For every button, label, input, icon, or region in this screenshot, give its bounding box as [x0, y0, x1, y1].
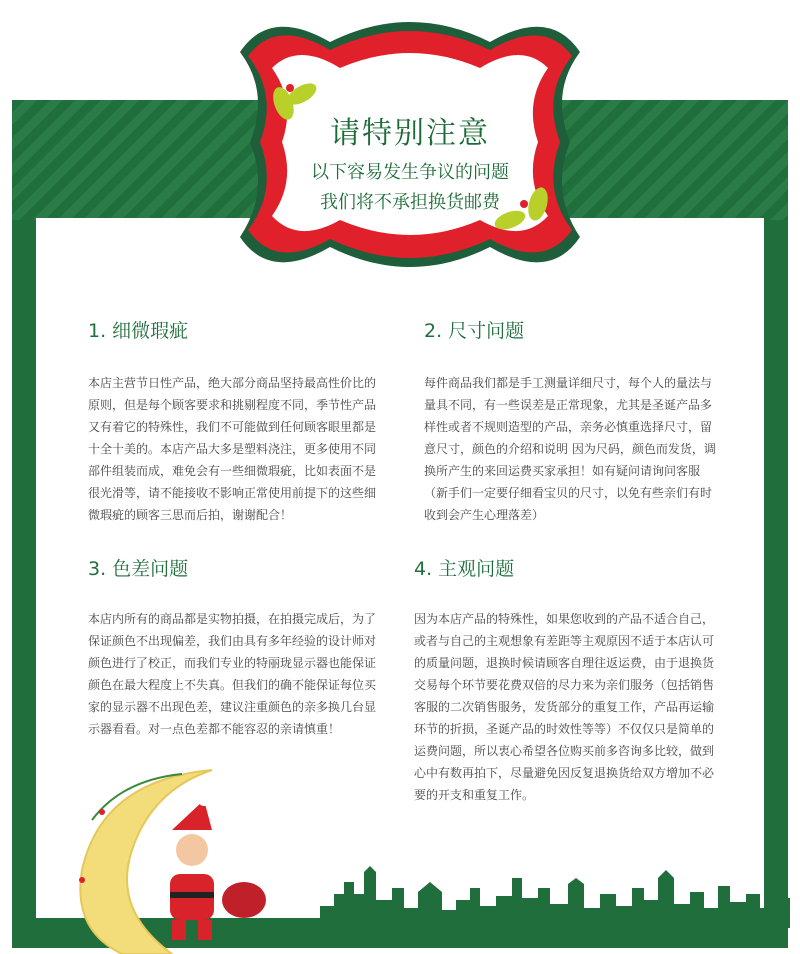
moon-icon — [62, 760, 282, 954]
city-skyline-icon — [320, 848, 790, 928]
section-title-3: 3. 色差问题 — [88, 558, 189, 580]
santa-icon — [168, 794, 266, 940]
banner-subtitle-line2: 我们将不承担换货邮费 — [320, 192, 500, 213]
section-title-4: 4. 主观问题 — [414, 558, 515, 580]
section-title-1: 1. 细微瑕疵 — [88, 320, 189, 342]
section-text-4: 因为本店产品的特殊性，如果您收到的产品不适合自己，或者与自己的主观想象有差距等主观原因不适于本店认可的质量问题，退换时候请顾客自理往返运费，由于退换货交易每个环节要花费双倍的尽力来为亲们服务（包括销售客服的二次销售服务，发货部分的重复工作，产品再运输环节的折损，圣诞产品的时效性等等）不仅仅只是简单的运费问题，所以衷心希望各位购买前多咨询多比较，做到心中有数再拍下，尽量避免因反复退换货给双方增加不必要的开支和重复工作。 — [414, 612, 715, 802]
section-text-3: 本店内所有的商品都是实物拍摄，在拍摄完成后，为了保证颜色不出现偏差，我们由具有多年经验的设计师对颜色进行了校正，而我们专业的特丽珑显示器也能保证颜色在最大程度上不失真。但我们的确不能保证每位买家的显示器不出现色差，建议注重颜色的亲多换几台显示器看看。对一点色差都不能容忍的亲请慎重！ — [88, 612, 377, 736]
section-text-1: 本店主营节日性产品，绝大部分商品坚持最高性价比的原则，但是每个顾客要求和挑剔程度不同，季节性产品又有着它的特殊性，我们不可能做到任何顾客眼里都是十全十美的。本店产品大多是塑料浇注，更多使用不同部件组装而成，难免会有一些细微瑕疵，比如表面不是很光滑等，请不能接收不影响正常使用前提下的这些细微瑕疵的顾客三思而后拍，谢谢配合！ — [88, 376, 377, 522]
section-text-2: 每件商品我们都是手工测量详细尺寸，每个人的量法与量具不同，有一些误差是正常现象，尤其是圣诞产品多样性或者不规则造型的产品，亲务必慎重选择尺寸，留意尺寸，颜色的介绍和说明 因为尺码，颜色而发货，调换所产生的来回运费买家承担！如有疑问请询问客服（新手们一定要仔细看宝贝的尺寸，以免有些亲们有时收到会产生心理落差） — [424, 376, 716, 522]
banner-title: 请特别注意 — [330, 116, 490, 151]
section-title-2: 2. 尺寸问题 — [424, 320, 525, 342]
banner-subtitle-line1: 以下容易发生争议的问题 — [311, 162, 509, 183]
